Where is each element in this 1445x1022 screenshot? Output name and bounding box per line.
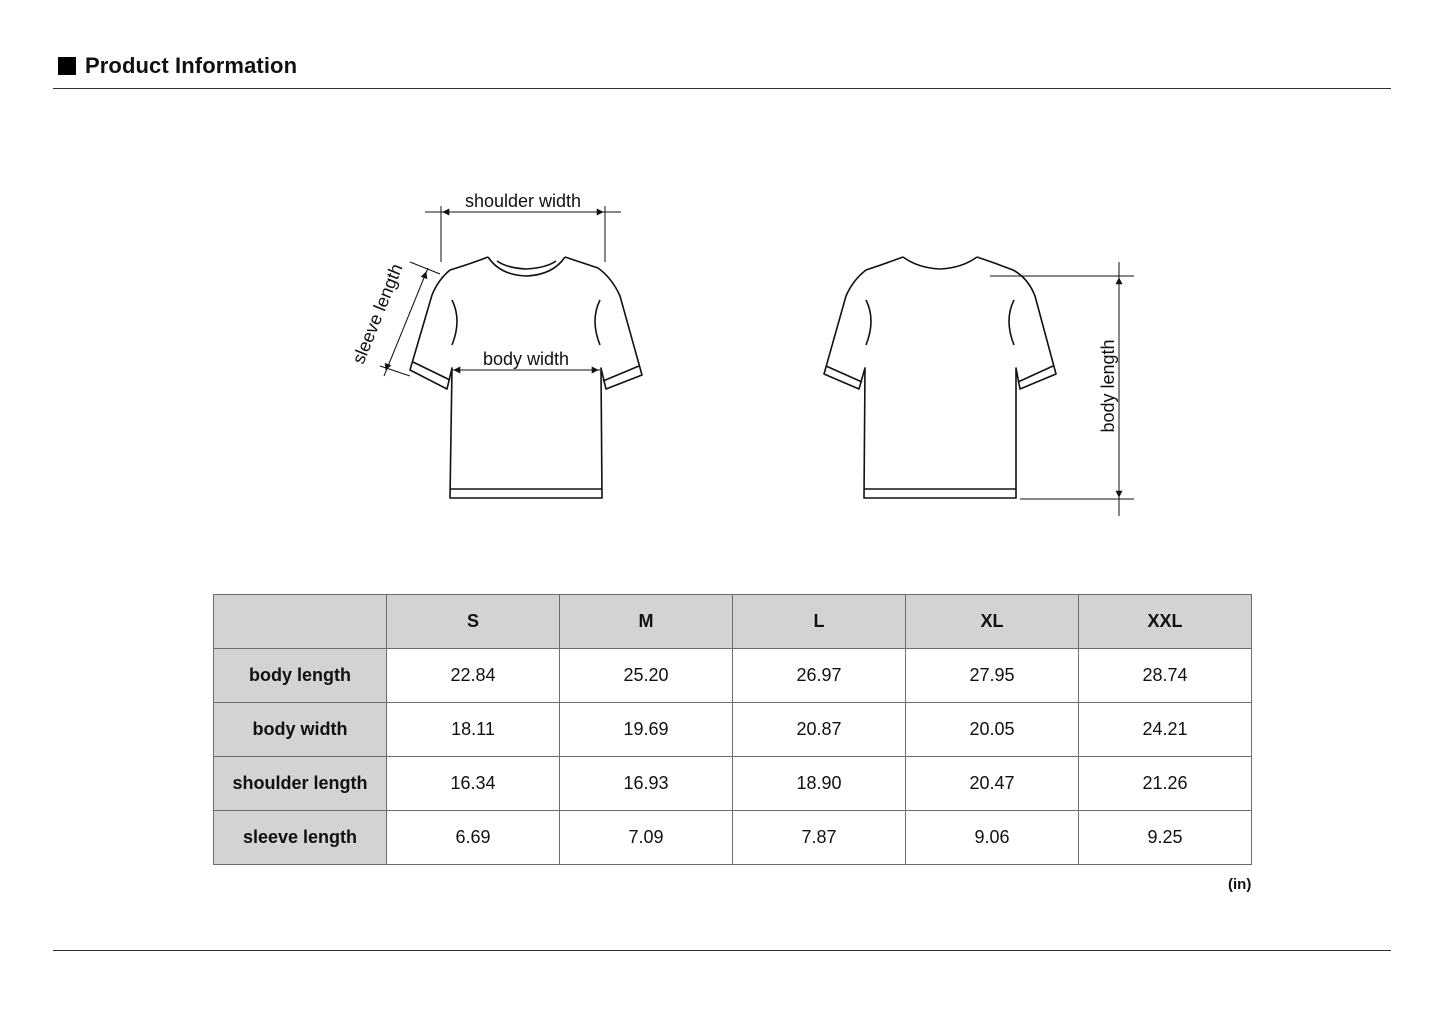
sleeve-length-label: sleeve length [348, 260, 407, 367]
table-cell: 9.25 [1079, 811, 1252, 865]
table-cell: 27.95 [906, 649, 1079, 703]
page-title: Product Information [85, 53, 298, 78]
table-row [214, 649, 1252, 703]
body-length-label: body length [1098, 339, 1118, 433]
column-header: XXL [1079, 595, 1252, 649]
column-header: L [733, 595, 906, 649]
table-cell: 22.84 [387, 649, 560, 703]
row-header: body width [214, 703, 387, 757]
table-cell: 24.21 [1079, 703, 1252, 757]
bottom-divider [53, 950, 1391, 951]
row-header: body length [214, 649, 387, 703]
table-cell: 16.93 [560, 757, 733, 811]
body-width-label: body width [482, 349, 570, 369]
table-cell: 20.47 [906, 757, 1079, 811]
column-header: S [387, 595, 560, 649]
table-cell: 26.97 [733, 649, 906, 703]
table-cell: 18.90 [733, 757, 906, 811]
table-cell: 20.05 [906, 703, 1079, 757]
table-cell: 19.69 [560, 703, 733, 757]
table-cell: 6.69 [387, 811, 560, 865]
shoulder-width-dimension [425, 206, 621, 262]
table-header-row [214, 595, 1252, 649]
column-header: M [560, 595, 733, 649]
back-tshirt-illustration [824, 257, 1056, 498]
row-header: shoulder length [214, 757, 387, 811]
table-cell: 21.26 [1079, 757, 1252, 811]
table-row [214, 757, 1252, 811]
size-chart-table [213, 594, 1252, 865]
unit-label: (in) [1228, 876, 1252, 893]
table-cell: 28.74 [1079, 649, 1252, 703]
table-corner-cell [214, 595, 387, 649]
shoulder-width-label: shoulder width [464, 191, 582, 211]
column-header: XL [906, 595, 1079, 649]
row-header: sleeve length [214, 811, 387, 865]
table-cell: 16.34 [387, 757, 560, 811]
table-cell: 9.06 [906, 811, 1079, 865]
table-cell: 7.87 [733, 811, 906, 865]
table-row [214, 703, 1252, 757]
table-cell: 25.20 [560, 649, 733, 703]
table-cell: 20.87 [733, 703, 906, 757]
front-tshirt-illustration [410, 257, 642, 498]
table-cell: 18.11 [387, 703, 560, 757]
table-cell: 7.09 [560, 811, 733, 865]
table-row [214, 811, 1252, 865]
